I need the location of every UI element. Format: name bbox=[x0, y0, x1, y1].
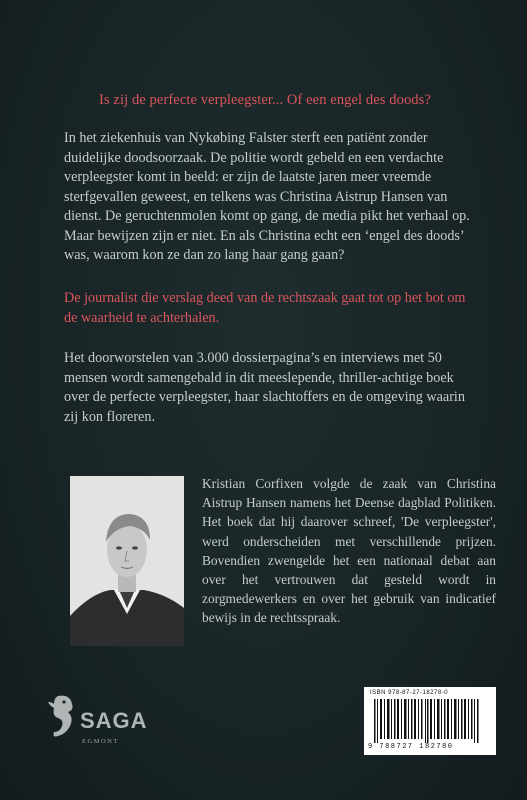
tagline: Is zij de perfecte verpleegster... Of een engel des doods? bbox=[99, 92, 431, 108]
seahorse-icon bbox=[44, 692, 84, 742]
author-photo bbox=[70, 476, 184, 646]
book-description-paragraph: Het doorworstelen van 3.000 dossierpagina’s en interviews met 50 mensen wordt samengebald in dit meeslepende, thriller-achtige boek over de perfecte verpleegster, haar slachtoffers en de omgeving waarin zij kon floreren. bbox=[64, 350, 465, 425]
publisher-name: SAGA bbox=[80, 708, 148, 733]
isbn-label: ISBN 978-87-27-18278-0 bbox=[370, 690, 449, 696]
author-bio: Kristian Corfixen volgde de zaak van Christina Aistrup Hansen namens het Deense dagblad Politiken. Het boek dat hij daarover schreef, 'De verpleegster', werd onderscheiden met verschillende prijzen. Bovendien zwengelde het een nationaal debat aan over het vertrouwen dat gesteld wordt in zorgmedewerkers en over het gebruik van indicatief bewijs in de rechtsspraak. bbox=[202, 476, 496, 626]
author-portrait-image bbox=[70, 476, 184, 646]
publisher-subname: EGMONT bbox=[82, 738, 119, 745]
highlight-quote: De journalist die verslag deed van de rechtszaak gaat tot op het bot om de waarheid te achterhalen. bbox=[64, 290, 466, 326]
isbn-barcode bbox=[364, 687, 496, 755]
barcode-digits: 9 788727 182780 bbox=[368, 743, 454, 751]
synopsis-paragraph: In het ziekenhuis van Nykøbing Falster sterft een patiënt zonder duidelijke doodsoorzaak. De politie wordt gebeld en een verdachte verpleegster komt in beeld: er zijn de laatste jaren meer vreemde sterfgevallen geweest, en telkens was Christina Aistrup Hansen van dienst. De geruchtenmolen komt op gang, de media pikt het verhaal op. Maar bewijzen zijn er niet. En als Christina echt een ‘engel des doods’ was, waarom kon ze dan zo lang haar gang gaan? bbox=[64, 130, 470, 263]
